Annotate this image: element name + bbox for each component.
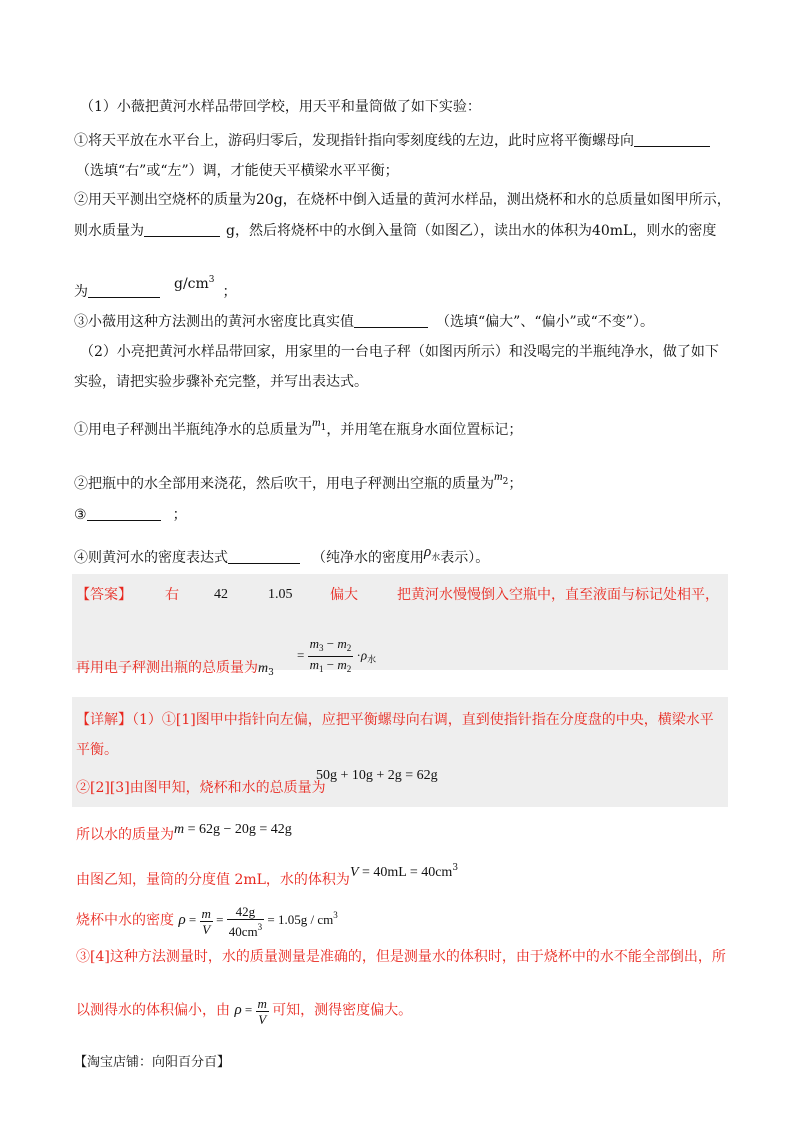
blank-6[interactable]	[228, 548, 300, 564]
answer-5: 把黄河水慢慢倒入空瓶中，直至液面与标记处相平，	[397, 587, 719, 603]
step2-line2: 则水质量为 g，然后将烧杯中的水倒入量筒（如图乙），读出水的体积为40mL，则水的密度	[74, 223, 717, 239]
explanation-line3: 所以水的质量为m = 62g − 20g = 42g	[76, 822, 292, 843]
answer-formula: = $\frac{m_3 - m_2}{m_1 - m_2}$ $\cdot\rho_水$	[297, 636, 377, 674]
answer-1: 右	[165, 587, 179, 603]
answer-5-cont: 再用电子秤测出瓶的总质量为$m_3$	[76, 660, 274, 678]
explanation-line5: 烧杯中水的密度 ρ = $\frac{m}{V}$ = $\frac{42g}{40cm^3}$ = $1.05g / cm^3$	[76, 904, 338, 939]
explanation-line7: 以测得水的体积偏小，由 ρ = $\frac{m}{V}$ 可知，测得密度偏大。	[76, 996, 413, 1027]
answer-4: 偏大	[330, 587, 358, 603]
step1-line2: （选填“右”或“左”）调，才能使天平横梁水平平衡；	[76, 163, 399, 179]
step3-line: ③小薇用这种方法测出的黄河水密度比真实值 （选填“偏大”、“偏小”或“不变”）。	[74, 314, 654, 330]
part1-intro: （1）小薇把黄河水样品带回学校，用天平和量筒做了如下实验：	[80, 99, 481, 115]
step1-line1: ①将天平放在水平台上，游码归零后，发现指针指向零刻度线的左边，此时应将平衡螺母向	[74, 131, 710, 151]
blank-3[interactable]	[88, 282, 160, 298]
p2-step1: ①用电子秤测出半瓶纯净水的总质量为$m^1$，并用笔在瓶身水面位置标记；	[74, 415, 523, 438]
explanation-line2: ②[2][3]由图甲知，烧杯和水的总质量为	[76, 780, 326, 796]
explanation-line6: ③[4]这种方法测量时，水的质量测量是准确的，但是测量水的体积时，由于烧杯中的水不能全部倒出，所	[76, 949, 726, 965]
blank-1[interactable]	[634, 131, 710, 147]
explanation-line1: 【详解】（1）①[1]图甲中指针向左偏，应把平衡螺母向右调，直到使指针指在分度盘的中央，横梁水平	[76, 712, 714, 728]
part2-line2: 实验，请把实验步骤补充完整，并写出表达式。	[74, 374, 368, 390]
step2-line1: ②用天平测出空烧杯的质量为20g，在烧杯中倒入适量的黄河水样品，测出烧杯和水的总质量如图甲所示，	[74, 192, 731, 208]
explanation-line1b: 平衡。	[76, 742, 118, 758]
blank-2[interactable]	[144, 221, 220, 237]
step2-line3: 为 $g/cm^3$；	[74, 275, 237, 300]
explanation-line4: 由图乙知，量筒的分度值 2mL，水的体积为$V = 40mL = 40cm^3$	[76, 863, 459, 888]
answer-2: 42	[214, 587, 228, 602]
blank-5[interactable]	[87, 505, 161, 521]
answer-3: 1.05	[268, 587, 293, 602]
part2-line1: （2）小亮把黄河水样品带回家，用家里的一台电子秤（如图丙所示）和没喝完的半瓶纯净水，做了如下	[80, 344, 719, 360]
p2-step4: ④则黄河水的密度表达式 （纯净水的密度用$\rho^水$表示）。	[74, 544, 490, 566]
footer-shop-label: 【淘宝店铺：向阳百分百】	[74, 1055, 231, 1070]
explanation-eq2: 50g + 10g + 2g = 62g	[316, 768, 438, 783]
p2-step3: ③ ；	[74, 507, 187, 523]
p2-step2: ②把瓶中的水全部用来浇花，然后吹干，用电子秤测出空瓶的质量为$m^2$；	[74, 469, 523, 492]
blank-4[interactable]	[354, 312, 428, 328]
answer-label: 【答案】	[76, 587, 132, 603]
